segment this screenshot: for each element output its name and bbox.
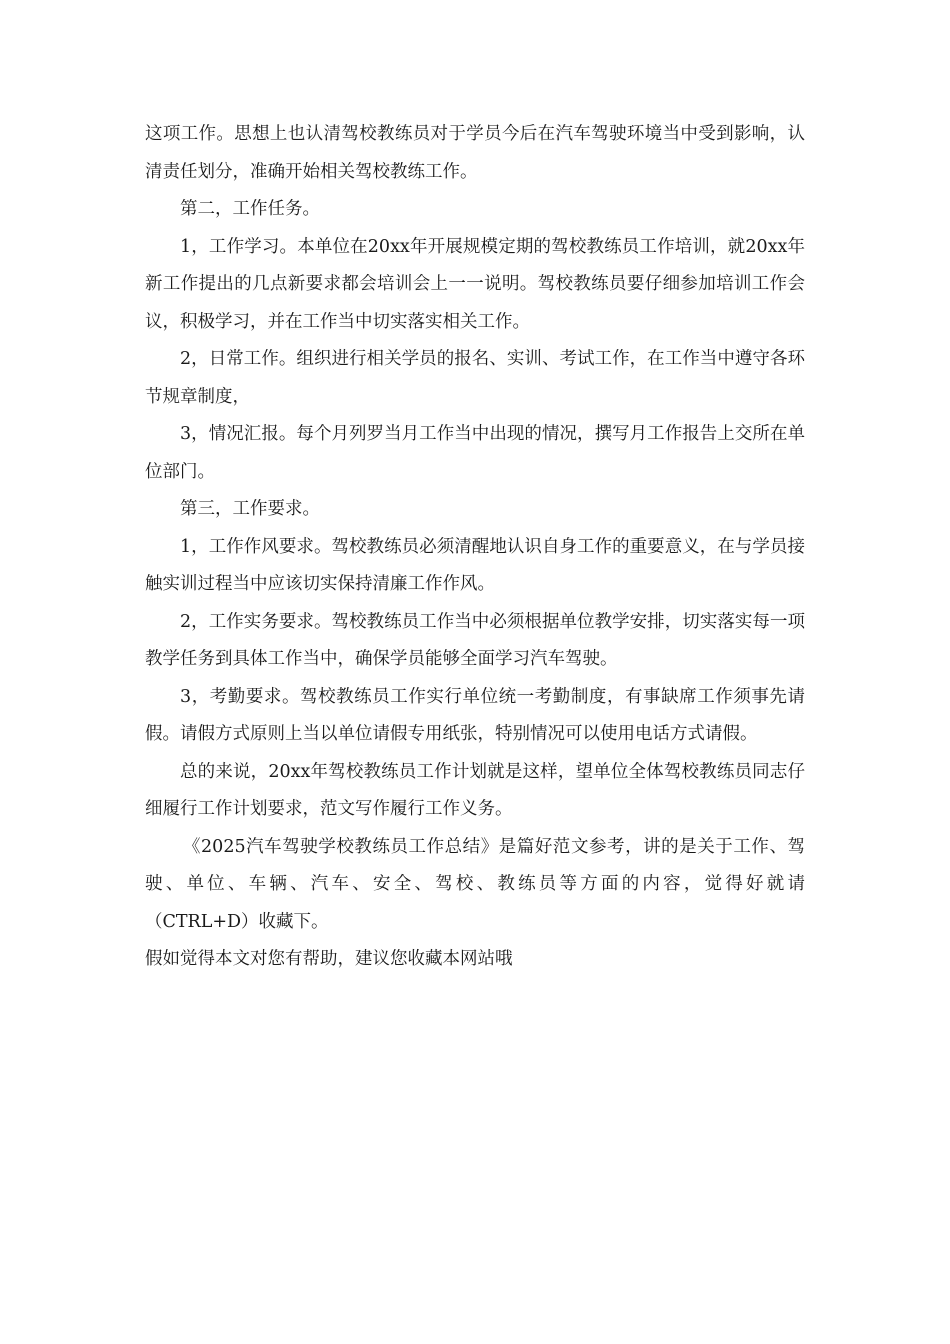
section-heading-tasks: 第二，工作任务。: [180, 199, 320, 219]
section-heading-requirements: 第三，工作要求。: [180, 499, 320, 519]
paragraph-report: 3，情况汇报。每个月列罗当月工作当中出现的情况，撰写月工作报告上交所在单位部门。: [145, 424, 805, 482]
paragraph-daily-work: 2，日常工作。组织进行相关学员的报名、实训、考试工作，在工作当中遵守各环节规章制度，: [145, 349, 805, 407]
paragraph-practice: 2，工作实务要求。驾校教练员工作当中必须根据单位教学安排，切实落实每一项教学任务到具体工作当中，确保学员能够全面学习汽车驾驶。: [145, 611, 805, 669]
paragraph-work-study: 1，工作学习。本单位在20xx年开展规模定期的驾校教练员工作培训，就20xx年新工作提出的几点新要求都会培训会上一一说明。驾校教练员要仔细参加培训工作会议，积极学习，并在工作当中切实落实相关工作。: [145, 236, 805, 332]
paragraph-promo: 《2025汽车驾驶学校教练员工作总结》是篇好范文参考，讲的是关于工作、驾驶、单位、车辆、汽车、安全、驾校、教练员等方面的内容，觉得好就请（CTRL+D）收藏下。: [145, 836, 805, 932]
paragraph-work-style: 1，工作作风要求。驾校教练员必须清醒地认识自身工作的重要意义，在与学员接触实训过程当中应该切实保持清廉工作作风。: [145, 536, 805, 594]
footer-note: 假如觉得本文对您有帮助，建议您收藏本网站哦: [145, 949, 513, 969]
paragraph-attendance: 3，考勤要求。驾校教练员工作实行单位统一考勤制度，有事缺席工作须事先请假。请假方式原则上当以单位请假专用纸张，特别情况可以使用电话方式请假。: [145, 686, 805, 744]
document-body: [145, 116, 805, 978]
paragraph-continuation: 这项工作。思想上也认清驾校教练员对于学员今后在汽车驾驶环境当中受到影响，认清责任划分，准确开始相关驾校教练工作。: [145, 124, 805, 182]
paragraph-summary: 总的来说，20xx年驾校教练员工作计划就是这样，望单位全体驾校教练员同志仔细履行工作计划要求，范文写作履行工作义务。: [145, 761, 805, 819]
